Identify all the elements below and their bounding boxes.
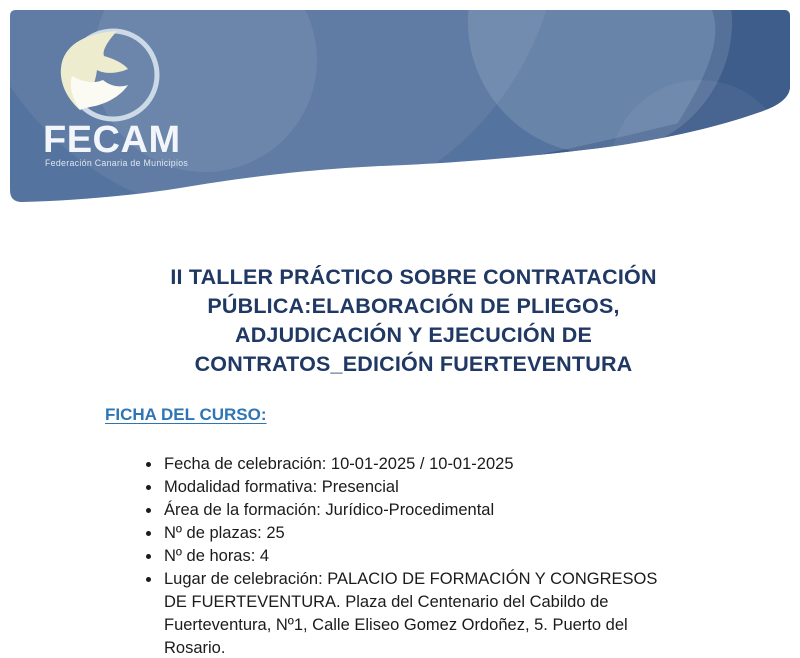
page-title-line: PÚBLICA:ELABORACIÓN DE PLIEGOS,: [207, 294, 620, 318]
banner-graphic: [0, 0, 800, 210]
course-detail-fecha: • Fecha de celebración: 10-01-2025 / 10-01-2025: [162, 453, 680, 476]
brand-name: FECAM: [43, 119, 181, 161]
course-detail-modalidad: • Modalidad formativa: Presencial: [162, 476, 680, 499]
section-heading: FICHA DEL CURSO:: [105, 405, 267, 424]
brand-tagline: Federación Canaria de Municipios: [45, 158, 189, 168]
page-title-line: II TALLER PRÁCTICO SOBRE CONTRATACIÓN: [170, 265, 657, 289]
page-title: [105, 263, 722, 379]
page-title-line: CONTRATOS_EDICIÓN FUERTEVENTURA: [194, 352, 633, 376]
course-detail-area: • Área de la formación: Jurídico-Procedimental: [162, 499, 680, 522]
course-detail-horas: • Nº de horas: 4: [162, 545, 680, 568]
course-details-list: [105, 453, 680, 658]
page-title-line: ADJUDICACIÓN Y EJECUCIÓN DE: [234, 323, 593, 347]
course-detail-lugar: • Lugar de celebración: PALACIO DE FORMACIÓN Y CONGRESOS DE FUERTEVENTURA. Plaza del Centenario del Cabildo de Fuerteventura, Nº1, Calle Eliseo Gomez Ordoñez, 5. Puerto del Rosario.: [162, 568, 680, 658]
course-detail-plazas: • Nº de plazas: 25: [162, 522, 680, 545]
document-body: [0, 263, 800, 658]
banner: [0, 0, 800, 210]
